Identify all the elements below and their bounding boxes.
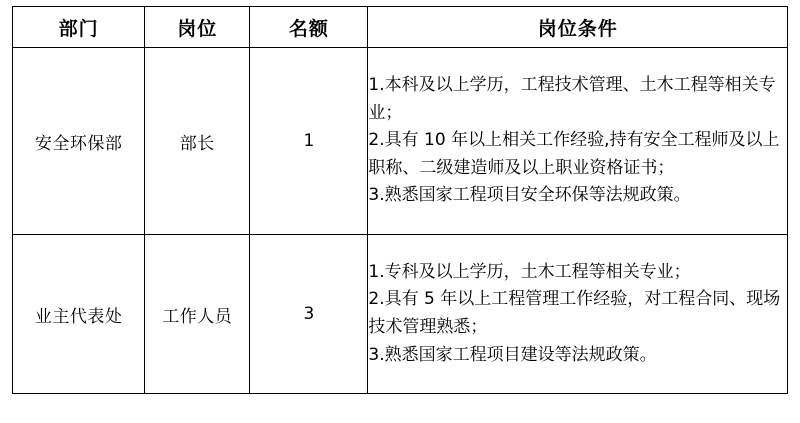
cell-requirements xyxy=(368,235,788,394)
requirement-line: 3.熟悉国家工程项目安全环保等法规政策。 xyxy=(368,185,691,206)
requirement-line: 1.本科及以上学历，工程技术管理、土木工程等相关专业； xyxy=(368,75,776,123)
header-quota: 名额 xyxy=(250,7,368,48)
cell-requirements xyxy=(368,48,788,235)
header-position: 岗位 xyxy=(145,7,250,48)
requirement-line: 2.具有 5 年以上工程管理工作经验，对工程合同、现场技术管理熟悉； xyxy=(368,289,781,337)
requirement-line: 2.具有 10 年以上相关工作经验,持有安全工程师及以上职称、二级建造师及以上职业资格证书； xyxy=(368,130,780,178)
cell-position: 部长 xyxy=(145,48,250,235)
requirement-line: 3.熟悉国家工程项目建设等法规政策。 xyxy=(368,344,657,365)
header-requirements: 岗位条件 xyxy=(368,7,788,48)
header-department: 部门 xyxy=(13,7,145,48)
cell-position: 工作人员 xyxy=(145,235,250,394)
cell-department: 业主代表处 xyxy=(13,235,145,394)
cell-quota: 1 xyxy=(250,48,368,235)
cell-department: 安全环保部 xyxy=(13,48,145,235)
recruitment-table xyxy=(12,6,788,394)
table-row xyxy=(13,48,788,235)
table-row xyxy=(13,235,788,394)
requirement-line: 1.专科及以上学历，土木工程等相关专业； xyxy=(368,261,691,282)
cell-quota: 3 xyxy=(250,235,368,394)
table-header-row xyxy=(13,7,788,48)
